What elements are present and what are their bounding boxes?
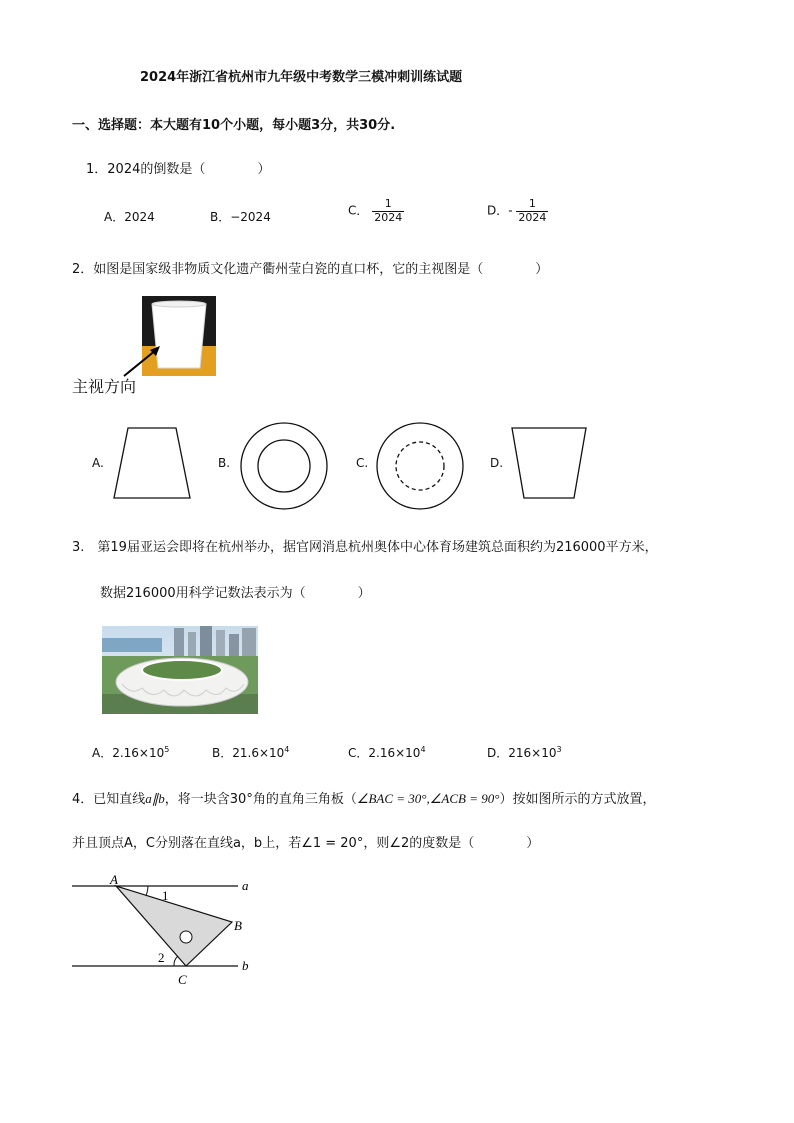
fraction-numerator: 1 — [384, 197, 392, 210]
q1-option-c — [348, 198, 404, 224]
page-title: 2024年浙江省杭州市九年级中考数学三模冲刺训练试题 — [140, 70, 463, 85]
q4-line1-part1: 4．已知直线 — [72, 792, 146, 807]
q3-option-d — [487, 744, 562, 761]
vertex-B-label: B — [234, 918, 242, 933]
q2-option-a-label: A. — [92, 456, 104, 470]
q4-line1-part3: ）按如图所示的方式放置， — [499, 792, 656, 807]
q4-triangle-figure — [70, 870, 270, 990]
q3-option-c-exponent: 4 — [420, 745, 426, 754]
q3-option-a — [92, 744, 169, 761]
q3-stem-line1: 3. 第19届亚运会即将在杭州举办，据官网消息杭州奥体中心体育场建筑总面积约为216000平方米， — [72, 540, 658, 555]
triangle-hole — [180, 931, 192, 943]
q2-option-d-label: D. — [490, 456, 504, 470]
q2-option-c-rings-dashed — [374, 420, 466, 512]
angle-2-arc — [174, 956, 178, 966]
angle-1-arc — [146, 886, 148, 896]
view-direction-label: 主视方向 — [72, 377, 137, 396]
q1-option-d-prefix: D．- — [487, 203, 513, 218]
q2-option-c-label: C. — [356, 456, 369, 470]
q1-option-c-fraction — [372, 198, 404, 224]
line-b-label: b — [242, 958, 249, 973]
q3-stem-line2: 数据216000用科学记数法表示为（ ） — [100, 586, 371, 601]
q1-option-c-prefix: C． — [348, 203, 369, 218]
vertex-C-label: C — [178, 972, 187, 987]
q1-option-d-fraction — [516, 198, 548, 224]
q3-option-b — [212, 744, 289, 761]
angle-2-label: 2 — [158, 950, 165, 965]
q3-option-d-base: D．216×10 — [487, 746, 557, 760]
section-heading: 一、选择题：本大题有10个小题，每小题3分，共30分. — [72, 118, 396, 133]
q2-option-a-trapezoid — [110, 426, 194, 502]
q2-option-d-inverted-trapezoid — [510, 426, 590, 502]
q4-parallel-expression: a∥b — [145, 791, 165, 806]
angle-1-label: 1 — [162, 888, 169, 903]
vertex-A-label: A — [110, 872, 118, 887]
fraction-denominator: 2024 — [374, 210, 403, 224]
q4-angle-conditions: ∠BAC = 30°,∠ACB = 90° — [356, 791, 500, 806]
q2-option-b-rings — [238, 420, 330, 512]
q1-option-b: B．−2024 — [210, 210, 271, 224]
q3-option-d-exponent: 3 — [556, 745, 562, 754]
q3-option-a-exponent: 5 — [164, 745, 170, 754]
q1-option-a: A．2024 — [104, 210, 155, 224]
stadium-photo — [102, 626, 258, 714]
q2-option-b-label: B. — [218, 456, 231, 470]
q4-stem-line2: 并且顶点A，C分别落在直线a，b上，若∠1 = 20°，则∠2的度数是（ ） — [72, 836, 540, 851]
q4-stem-line1 — [72, 788, 655, 807]
q1-stem: 1．2024的倒数是（ ） — [86, 162, 271, 177]
fraction-denominator: 2024 — [518, 210, 547, 224]
q4-line1-part2: ，将一块含30°角的直角三角板（ — [164, 792, 357, 807]
q3-option-b-base: B．21.6×10 — [212, 746, 285, 760]
q3-option-a-base: A．2.16×10 — [92, 746, 165, 760]
fraction-numerator: 1 — [528, 197, 536, 210]
q3-option-b-exponent: 4 — [284, 745, 290, 754]
line-a-label: a — [242, 878, 249, 893]
q2-stem: 2．如图是国家级非物质文化遗产衢州莹白瓷的直口杯，它的主视图是（ ） — [72, 262, 549, 277]
cup-photo — [116, 294, 220, 378]
q1-option-d — [487, 198, 548, 224]
q3-option-c — [348, 744, 426, 761]
q3-option-c-base: C．2.16×10 — [348, 746, 421, 760]
triangle-board — [116, 886, 232, 966]
